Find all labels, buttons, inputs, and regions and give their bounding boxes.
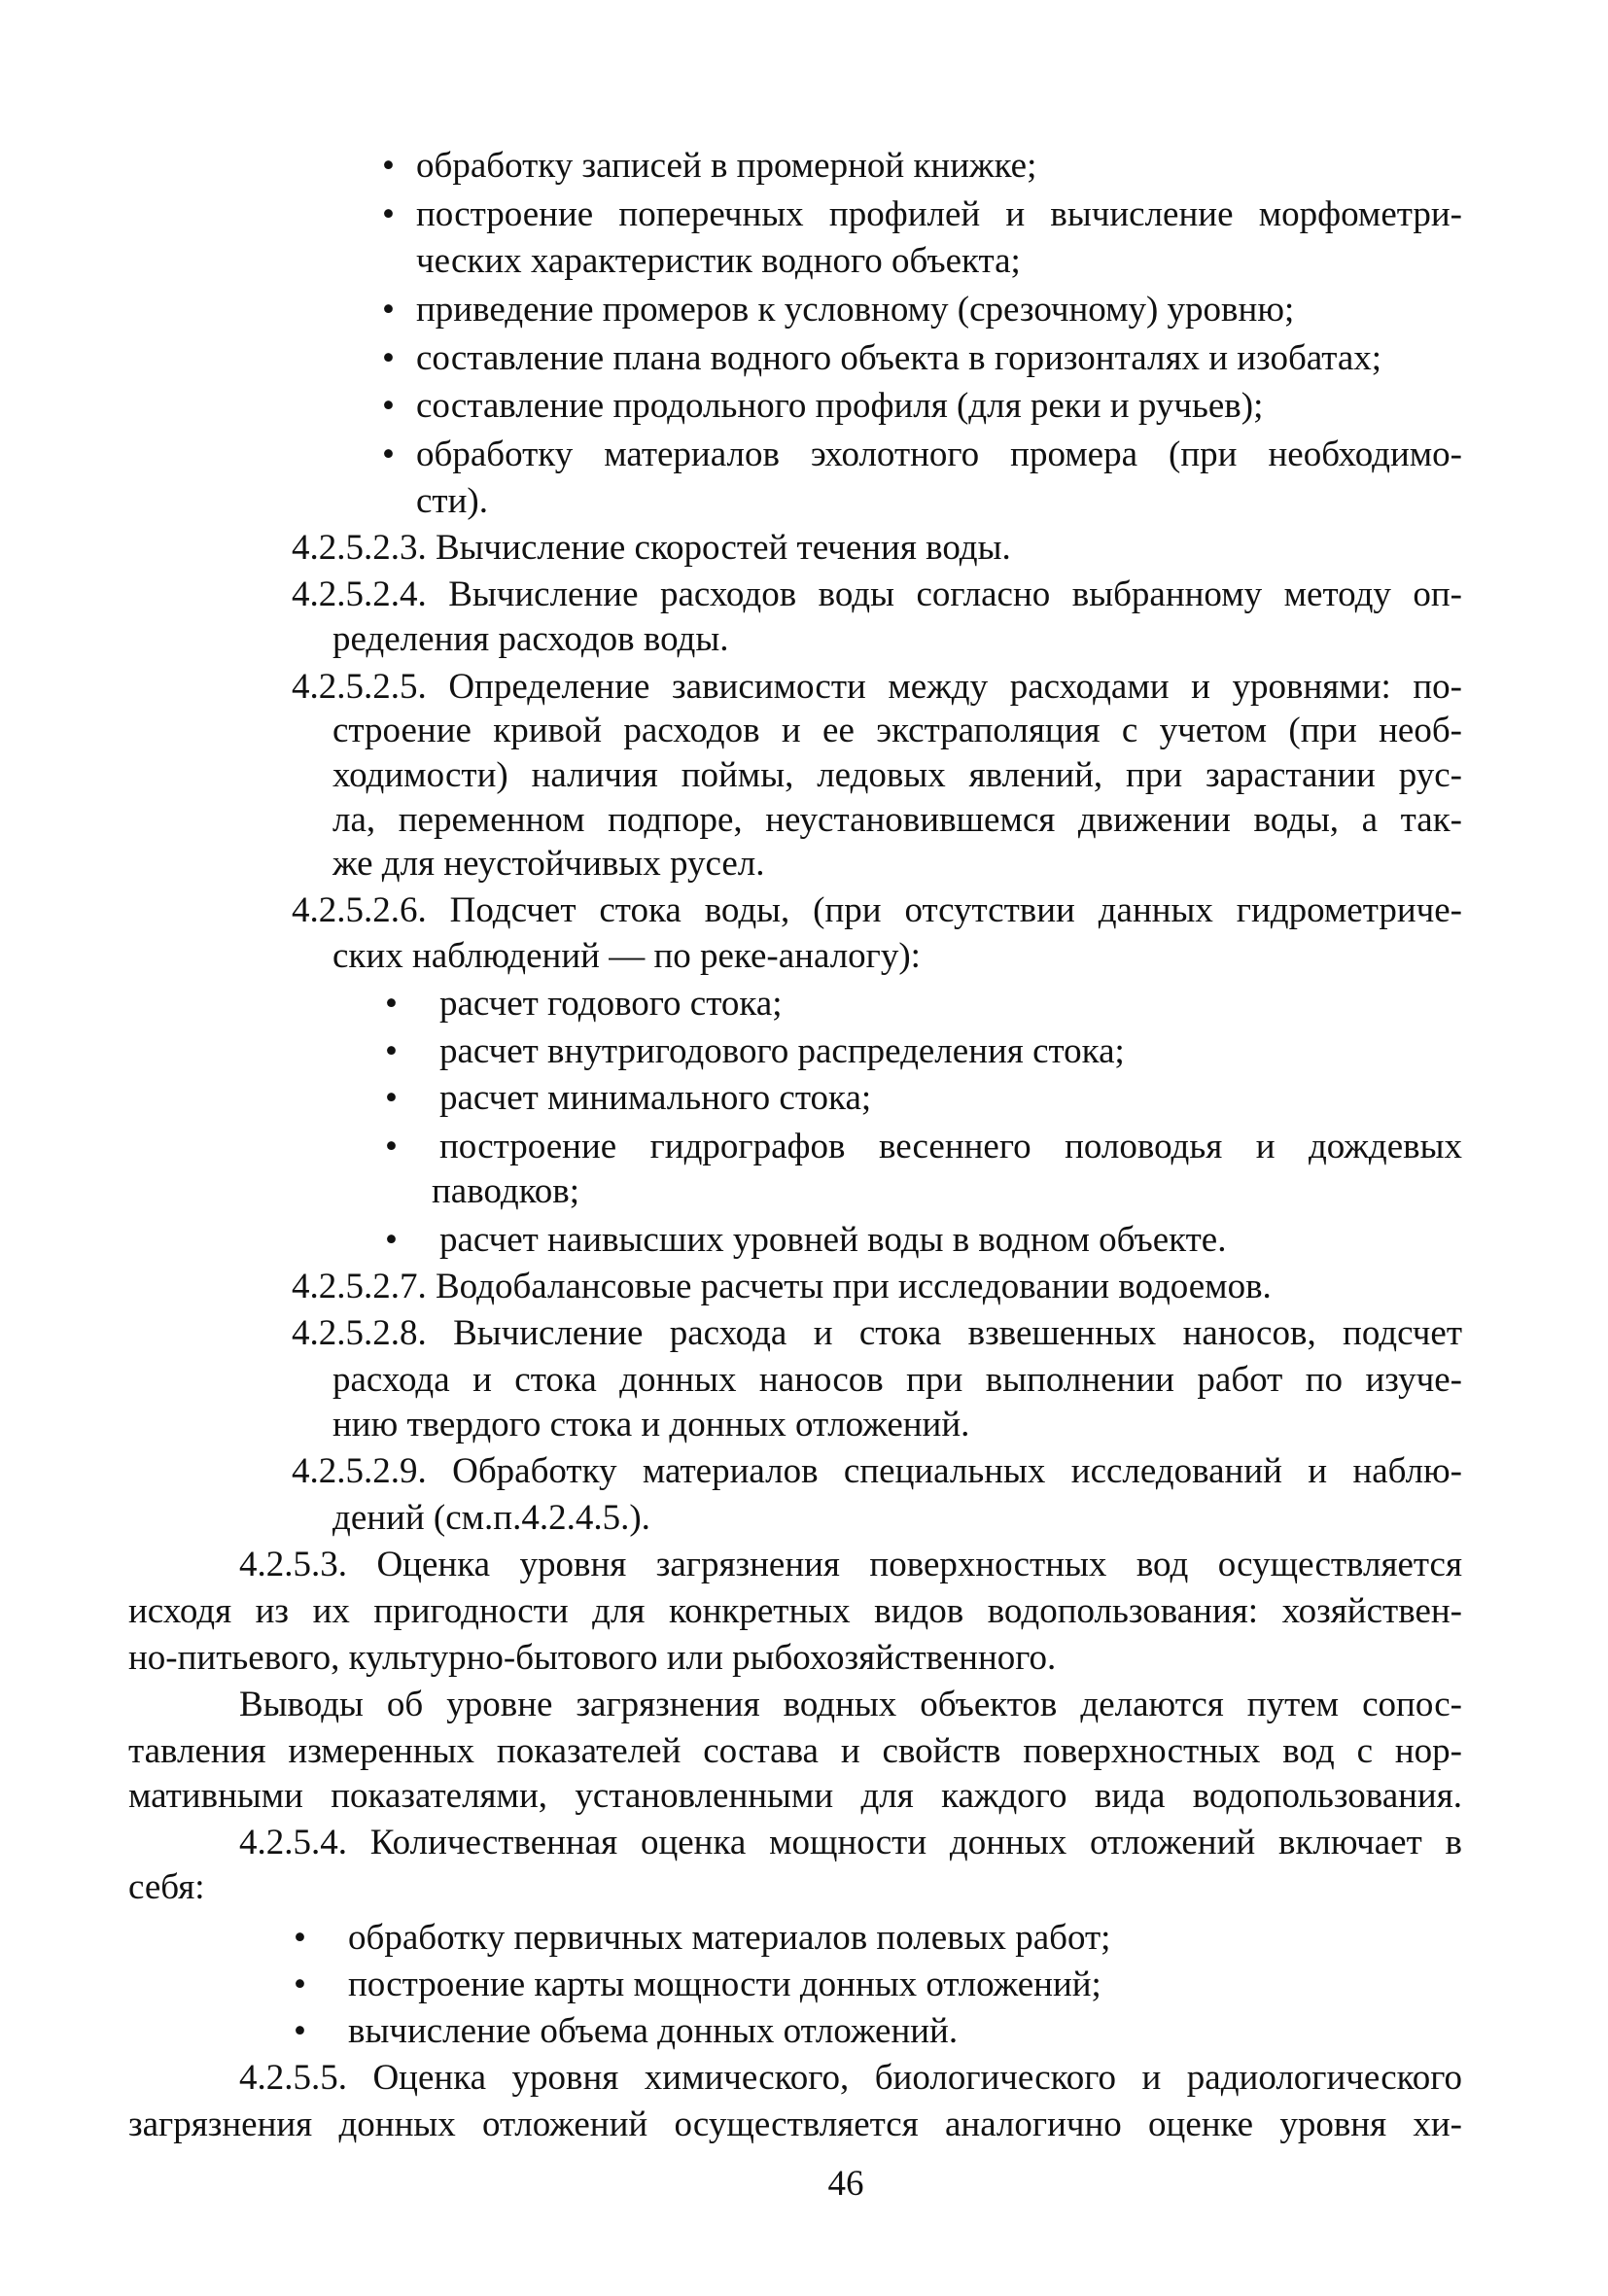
bullet-icon: • bbox=[294, 2011, 306, 2051]
text-line: Выводы об уровне загрязнения водных объектов делаются путем сопос- bbox=[239, 1685, 1462, 1724]
text-line: ла, переменном подпоре, неустановившемся движении воды, а так- bbox=[332, 800, 1462, 840]
text-line: 4.2.5.2.5. Определение зависимости между расходами и уровнями: по- bbox=[292, 667, 1462, 707]
text-line: построение гидрографов весеннего половодья и дождевых bbox=[439, 1127, 1462, 1166]
text-line: строение кривой расходов и ее экстраполяция с учетом (при необ- bbox=[332, 711, 1462, 750]
text-line: исходя из их пригодности для конкретных видов водопользования: хозяйствен- bbox=[128, 1591, 1462, 1631]
text-line: ческих характеристик водного объекта; bbox=[416, 241, 1021, 281]
text-line: 4.2.5.2.9. Обработку материалов специальных исследований и наблю- bbox=[292, 1451, 1462, 1491]
text-line: обработку первичных материалов полевых работ; bbox=[348, 1918, 1111, 1958]
text-line: обработку записей в промерной книжке; bbox=[416, 146, 1037, 186]
text-line: составление плана водного объекта в горизонталях и изобатах; bbox=[416, 338, 1382, 378]
bullet-icon: • bbox=[385, 984, 398, 1024]
text-line: ских наблюдений — по реке-аналогу): bbox=[332, 936, 921, 976]
text-line: расчет наивысших уровней воды в водном объекте. bbox=[439, 1220, 1227, 1260]
page-number: 46 bbox=[827, 2164, 864, 2204]
bullet-icon: • bbox=[382, 435, 395, 474]
text-line: обработку материалов эхолотного промера (при необходимо- bbox=[416, 435, 1462, 474]
text-line: себя: bbox=[128, 1867, 205, 1907]
bullet-icon: • bbox=[385, 1127, 398, 1166]
text-line: дений (см.п.4.2.4.5.). bbox=[332, 1498, 650, 1538]
text-line: ходимости) наличия поймы, ледовых явлений, при зарастании рус- bbox=[332, 755, 1462, 795]
text-line: расчет минимального стока; bbox=[439, 1078, 872, 1118]
text-line: мативными показателями, установленными для каждого вида водопользования. bbox=[128, 1776, 1462, 1816]
text-line: 4.2.5.2.6. Подсчет стока воды, (при отсутствии данных гидрометриче- bbox=[292, 890, 1462, 930]
text-line: вычисление объема донных отложений. bbox=[348, 2011, 959, 2051]
text-line: приведение промеров к условному (срезочному) уровню; bbox=[416, 290, 1295, 330]
text-line: построение поперечных профилей и вычисление морфометри- bbox=[416, 194, 1462, 234]
text-line: 4.2.5.3. Оценка уровня загрязнения поверхностных вод осуществляется bbox=[239, 1545, 1462, 1584]
text-line: 4.2.5.2.4. Вычисление расходов воды согласно выбранному методу оп- bbox=[292, 574, 1462, 614]
bullet-icon: • bbox=[382, 338, 395, 378]
text-line: паводков; bbox=[432, 1171, 580, 1211]
text-line: составление продольного профиля (для реки и ручьев); bbox=[416, 386, 1264, 426]
text-line: ределения расходов воды. bbox=[332, 619, 729, 659]
bullet-icon: • bbox=[385, 1220, 398, 1260]
bullet-icon: • bbox=[382, 194, 395, 234]
text-line: 4.2.5.2.8. Вычисление расхода и стока взвешенных наносов, подсчет bbox=[292, 1313, 1462, 1353]
text-line: сти). bbox=[416, 481, 488, 521]
text-line: 4.2.5.4. Количественная оценка мощности донных отложений включает в bbox=[239, 1823, 1462, 1862]
text-line: нию твердого стока и донных отложений. bbox=[332, 1405, 970, 1444]
text-line: расчет годового стока; bbox=[439, 984, 783, 1024]
text-line: расхода и стока донных наносов при выполнении работ по изуче- bbox=[332, 1360, 1462, 1400]
bullet-icon: • bbox=[294, 1918, 306, 1958]
bullet-icon: • bbox=[382, 146, 395, 186]
text-line: расчет внутригодового распределения стока; bbox=[439, 1031, 1125, 1071]
bullet-icon: • bbox=[385, 1078, 398, 1118]
text-line: загрязнения донных отложений осуществляется аналогично оценке уровня хи- bbox=[128, 2105, 1462, 2144]
text-line: же для неустойчивых русел. bbox=[332, 844, 765, 884]
text-line: 4.2.5.5. Оценка уровня химического, биологического и радиологического bbox=[239, 2058, 1462, 2098]
text-line: тавления измеренных показателей состава и свойств поверхностных вод с нор- bbox=[128, 1731, 1462, 1771]
bullet-icon: • bbox=[382, 386, 395, 426]
text-line: но-питьевого, культурно-бытового или рыбохозяйственного. bbox=[128, 1638, 1057, 1678]
text-line: 4.2.5.2.7. Водобалансовые расчеты при исследовании водоемов. bbox=[292, 1267, 1272, 1306]
text-line: построение карты мощности донных отложений; bbox=[348, 1965, 1101, 2004]
text-line: 4.2.5.2.3. Вычисление скоростей течения воды. bbox=[292, 528, 1011, 568]
bullet-icon: • bbox=[385, 1031, 398, 1071]
bullet-icon: • bbox=[382, 290, 395, 330]
bullet-icon: • bbox=[294, 1965, 306, 2004]
